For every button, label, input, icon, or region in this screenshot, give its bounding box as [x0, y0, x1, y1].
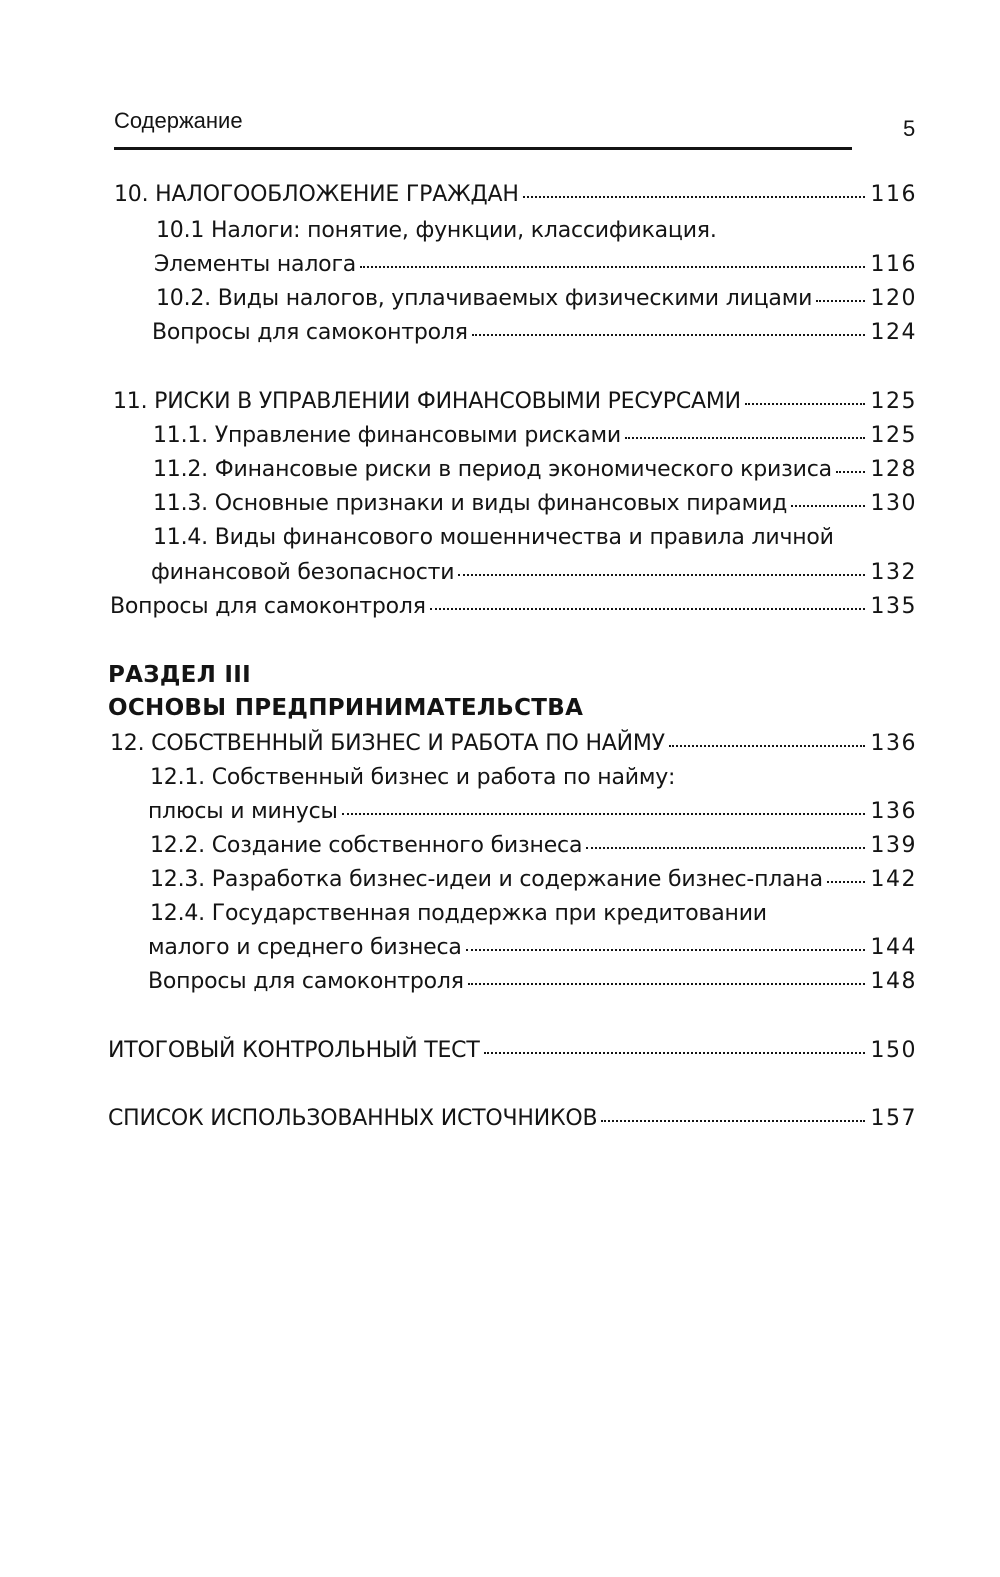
toc-entry-page: 157	[870, 1106, 917, 1131]
toc-entry-page: 132	[870, 560, 917, 585]
dot-leader	[836, 471, 865, 473]
toc-entry-11-4-line1: 11.4. Виды финансового мошенничества и правила личной	[153, 525, 834, 550]
toc-entry-12-4-line1: 12.4. Государственная поддержка при кредитовании	[150, 901, 767, 926]
toc-entry-label: Элементы налога	[154, 252, 357, 277]
toc-entry-label: 12.3. Разработка бизнес-идеи и содержание бизнес-плана	[150, 867, 823, 892]
toc-entry-label: финансовой безопасности	[151, 560, 455, 585]
dot-leader	[816, 300, 864, 302]
toc-entry-10-1-line1: 10.1 Налоги: понятие, функции, классификация.	[156, 218, 717, 243]
toc-entry-page: 125	[870, 389, 917, 414]
dot-leader	[827, 881, 865, 883]
dot-leader	[791, 505, 864, 507]
toc-entry-page: 116	[870, 182, 917, 207]
toc-entry-page: 136	[870, 799, 917, 824]
toc-entry-page: 135	[870, 594, 917, 619]
dot-leader	[342, 813, 865, 815]
toc-entry-12-4	[148, 931, 917, 965]
toc-entry-11-3	[153, 487, 917, 521]
toc-final-test	[108, 1034, 917, 1068]
dot-leader	[745, 403, 865, 405]
toc-entry-page: 128	[870, 457, 917, 482]
toc-entry-11-4	[151, 556, 917, 590]
toc-entry-label: Вопросы для самоконтроля	[110, 594, 426, 619]
toc-entry-label: 11.1. Управление финансовыми рисками	[153, 423, 621, 448]
toc-entry-label: малого и среднего бизнеса	[148, 935, 462, 960]
toc-entry-label: 12. СОБСТВЕННЫЙ БИЗНЕС И РАБОТА ПО НАЙМУ	[110, 731, 665, 756]
dot-leader	[466, 949, 865, 951]
toc-entry-12-questions	[148, 965, 917, 999]
dot-leader	[523, 196, 865, 198]
toc-entry-label: 11.3. Основные признаки и виды финансовых пирамид	[153, 491, 788, 516]
toc-entry-page: 144	[870, 935, 917, 960]
toc-entry-label: ИТОГОВЫЙ КОНТРОЛЬНЫЙ ТЕСТ	[108, 1038, 480, 1063]
toc-entry-12-1-line1: 12.1. Собственный бизнес и работа по найму:	[150, 765, 676, 790]
toc-entry-10-2	[156, 282, 917, 316]
dot-leader	[484, 1052, 865, 1054]
dot-leader	[625, 437, 865, 439]
toc-entry-label: Вопросы для самоконтроля	[148, 969, 464, 994]
header-divider	[114, 147, 852, 150]
toc-entry-label: 10. НАЛОГООБЛОЖЕНИЕ ГРАЖДАН	[114, 182, 519, 207]
toc-entry-page: 136	[870, 731, 917, 756]
toc-entry-12-1	[148, 795, 917, 829]
toc-chapter-12	[110, 727, 917, 761]
toc-entry-page: 130	[870, 491, 917, 516]
dot-leader	[601, 1120, 864, 1122]
toc-entry-11-1	[153, 419, 917, 453]
dot-leader	[472, 334, 865, 336]
running-header-title: Содержание	[114, 108, 243, 133]
dot-leader	[468, 983, 865, 985]
toc-entry-label: 11.2. Финансовые риски в период экономического кризиса	[153, 457, 832, 482]
toc-entry-page: 142	[870, 867, 917, 892]
toc-sources	[108, 1102, 917, 1136]
dot-leader	[586, 847, 864, 849]
section-title: ОСНОВЫ ПРЕДПРИНИМАТЕЛЬСТВА	[108, 695, 584, 721]
toc-chapter-10	[114, 178, 917, 212]
dot-leader	[360, 266, 864, 268]
toc-entry-11-questions	[110, 590, 917, 624]
toc-entry-label: 10.2. Виды налогов, уплачиваемых физическими лицами	[156, 286, 813, 311]
toc-entry-10-questions	[152, 316, 917, 350]
toc-entry-10-1	[154, 248, 917, 282]
toc-entry-12-3	[150, 863, 917, 897]
toc-entry-page: 125	[870, 423, 917, 448]
section-label: РАЗДЕЛ III	[108, 662, 251, 688]
toc-entry-page: 116	[870, 252, 917, 277]
dot-leader	[669, 745, 865, 747]
toc-entry-label: Вопросы для самоконтроля	[152, 320, 468, 345]
dot-leader	[430, 608, 865, 610]
toc-entry-page: 148	[870, 969, 917, 994]
toc-entry-11-2	[153, 453, 917, 487]
toc-entry-page: 120	[870, 286, 917, 311]
toc-entry-12-2	[150, 829, 917, 863]
dot-leader	[458, 574, 864, 576]
toc-entry-page: 150	[870, 1038, 917, 1063]
page-number: 5	[903, 116, 916, 141]
toc-entry-label: 12.2. Создание собственного бизнеса	[150, 833, 583, 858]
toc-chapter-11	[113, 385, 917, 419]
toc-entry-label: СПИСОК ИСПОЛЬЗОВАННЫХ ИСТОЧНИКОВ	[108, 1106, 598, 1131]
toc-entry-page: 124	[870, 320, 917, 345]
toc-entry-label: 11. РИСКИ В УПРАВЛЕНИИ ФИНАНСОВЫМИ РЕСУРСАМИ	[113, 389, 741, 414]
toc-entry-page: 139	[870, 833, 917, 858]
toc-entry-label: плюсы и минусы	[148, 799, 338, 824]
